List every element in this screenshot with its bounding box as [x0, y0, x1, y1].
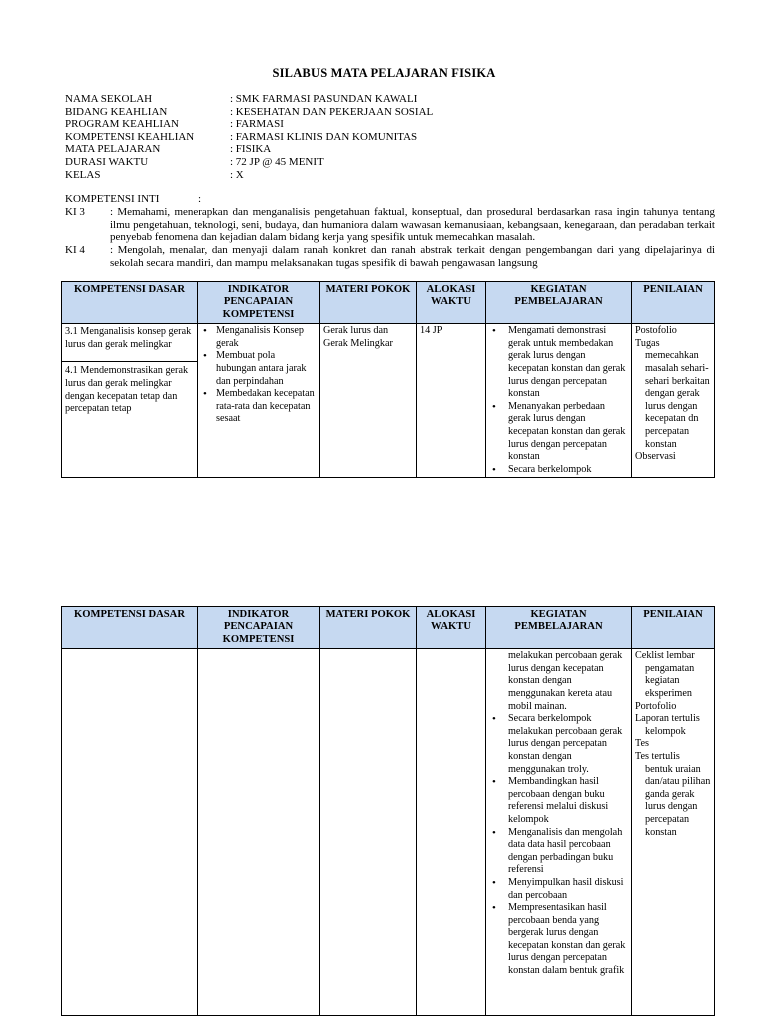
info-value: : FARMASI — [230, 118, 284, 131]
materi-cell: Gerak lurus dan Gerak Melingkar — [320, 324, 417, 478]
alokasi-cell: 14 JP — [417, 324, 486, 478]
penilaian-item: Tugas — [635, 337, 660, 349]
penilaian-cell — [632, 324, 715, 478]
penilaian-item: Ceklist lembar — [635, 650, 695, 662]
kegiatan-list — [489, 713, 628, 977]
kd-cell — [62, 649, 198, 1016]
info-label: BIDANG KEAHLIAN — [65, 105, 168, 118]
syllabus-table-1 — [61, 281, 715, 478]
ki-heading-row — [65, 193, 715, 206]
list-item: • Secara berkelompok melakukan percobaan gerak lurus dengan percepatan konstan dengan menggunakan troly. — [508, 713, 628, 776]
penilaian-item: Portofolio — [635, 700, 677, 712]
list-item: • Secara berkelompok — [508, 464, 628, 477]
kd-item: 4.1 Mendemonstrasikan gerak lurus dan gerak melingkar dengan kecepatan tetap dan percepatan tetap — [65, 365, 189, 415]
penilaian-item: Observasi — [635, 451, 676, 463]
header-kompetensi-dasar: KOMPETENSI DASAR — [62, 282, 198, 324]
penilaian-item: bentuk uraian dan/atau pilihan ganda gerak lurus dengan percepatan konstan — [645, 763, 711, 838]
info-value: : X — [230, 168, 244, 181]
list-item: • Menganalisis dan mengolah data data hasil percobaan dengan perbadingan buku referensi — [508, 827, 628, 877]
ki-heading: KOMPETENSI INTI — [65, 193, 160, 205]
ki-item — [65, 244, 715, 270]
ki-item — [65, 206, 715, 244]
info-label: MATA PELAJARAN — [65, 143, 161, 156]
list-item: • Menyimpulkan hasil diskusi dan percobaan — [508, 877, 628, 902]
info-label: DURASI WAKTU — [65, 155, 149, 168]
header-kegiatan: KEGIATAN PEMBELAJARAN — [486, 282, 632, 324]
table-row — [62, 649, 715, 1016]
school-info — [65, 93, 433, 181]
header-penilaian: PENILAIAN — [632, 607, 715, 649]
list-item: • Membuat pola hubungan antara jarak dan perpindahan — [216, 350, 316, 388]
penilaian-item: Laporan tertulis — [635, 713, 700, 725]
info-label: KELAS — [65, 168, 101, 181]
kegiatan-continuation: melakukan percobaan gerak lurus dengan kecepatan konstan dengan menggunakan kereta atau mobil mainan. — [508, 650, 623, 712]
kegiatan-cell — [486, 324, 632, 478]
header-materi-pokok: MATERI POKOK — [320, 607, 417, 649]
info-value: : SMK FARMASI PASUNDAN KAWALI — [230, 93, 418, 105]
table-header-row — [62, 282, 715, 324]
kd-cell — [62, 324, 198, 478]
info-label: NAMA SEKOLAH — [65, 93, 153, 105]
info-row — [65, 169, 433, 182]
penilaian-item: Tes — [635, 738, 649, 750]
header-kompetensi-dasar: KOMPETENSI DASAR — [62, 607, 198, 649]
kegiatan-cell — [486, 649, 632, 1016]
info-row — [65, 156, 433, 169]
header-alokasi-waktu: ALOKASI WAKTU — [417, 607, 486, 649]
header-kegiatan: KEGIATAN PEMBELAJARAN — [486, 607, 632, 649]
list-item: • Membandingkan hasil percobaan dengan buku referensi melalui diskusi kelompok — [508, 776, 628, 826]
info-row — [65, 93, 433, 106]
info-row — [65, 106, 433, 119]
ki-text: : Mengolah, menalar, dan menyaji dalam ranah konkret dan ranah abstrak terkait dengan pengembangan dari yang dipelajarinya di sekolah secara mandiri, dan mampu melaksanakan tugas spesifik di bawah pengawasan langsung — [110, 244, 715, 269]
indikator-list — [201, 325, 316, 426]
materi-cell — [320, 649, 417, 1016]
info-row — [65, 118, 433, 131]
page-title: SILABUS MATA PELAJARAN FISIKA — [272, 66, 496, 80]
kd-item: 3.1 Menganalisis konsep gerak lurus dan gerak melingkar — [62, 325, 197, 362]
table-row — [62, 324, 715, 478]
penilaian-item: memecahkan masalah sehari-sehari berkaitan dengan gerak lurus dengan kecepatan dn percepatan konstan — [645, 350, 710, 450]
header-indikator: INDIKATOR PENCAPAIAN KOMPETENSI — [198, 282, 320, 324]
table-header-row — [62, 607, 715, 649]
info-value: : KESEHATAN DAN PEKERJAAN SOSIAL — [230, 105, 434, 118]
ki-code: KI 3 — [65, 205, 85, 218]
penilaian-cell — [632, 649, 715, 1016]
list-item: • Membedakan kecepatan rata-rata dan kecepatan sesaat — [216, 388, 316, 426]
kegiatan-list — [489, 325, 628, 476]
syllabus-table-2 — [61, 606, 715, 1016]
list-item: • Menanyakan perbedaan gerak lurus dengan kecepatan konstan dan gerak lurus dengan percepatan konstan — [508, 401, 628, 464]
penilaian-item: Postofolio — [635, 325, 677, 337]
header-indikator: INDIKATOR PENCAPAIAN KOMPETENSI — [198, 607, 320, 649]
info-value: : 72 JP @ 45 MENIT — [230, 155, 324, 168]
list-item: • Mempresentasikan hasil percobaan benda yang bergerak lurus dengan kecepatan konstan dan gerak lurus dengan percepatan konstan dalam bentuk grafik — [508, 902, 628, 978]
indikator-cell — [198, 649, 320, 1016]
alokasi-cell — [417, 649, 486, 1016]
header-alokasi-waktu: ALOKASI WAKTU — [417, 282, 486, 324]
ki-text: : Memahami, menerapkan dan menganalisis pengetahuan faktual, konseptual, dan prosedural berdasarkan rasa ingin tahunya tentang ilmu pengetahuan, teknologi, seni, budaya, dan humaniora dalam wawasan kemanusiaan, kebangsaan, kenegaraan, dan peradaban terkait penyebab fenomena dan kejadian dalam bidang kerja yang spesifik untuk memecahkan masalah. — [110, 205, 715, 244]
ki-heading-colon: : — [198, 193, 202, 205]
info-row — [65, 131, 433, 144]
ki-code: KI 4 — [65, 244, 85, 257]
indikator-cell — [198, 324, 320, 478]
info-label: PROGRAM KEAHLIAN — [65, 118, 179, 131]
kompetensi-inti — [65, 193, 715, 270]
penilaian-item: pengamatan kegiatan eksperimen — [645, 662, 695, 699]
penilaian-item: Tes tertulis — [635, 750, 680, 762]
info-label: KOMPETENSI KEAHLIAN — [65, 130, 195, 143]
penilaian-item: kelompok — [645, 725, 686, 737]
header-materi-pokok: MATERI POKOK — [320, 282, 417, 324]
info-value: : FISIKA — [230, 143, 272, 156]
info-row — [65, 143, 433, 156]
list-item: • Mengamati demonstrasi gerak untuk membedakan gerak lurus dengan kecepatan konstan dan gerak lurus dengan percepatan konstan — [508, 325, 628, 401]
list-item: • Menganalisis Konsep gerak — [216, 325, 316, 350]
info-value: : FARMASI KLINIS DAN KOMUNITAS — [230, 130, 418, 143]
header-penilaian: PENILAIAN — [632, 282, 715, 324]
